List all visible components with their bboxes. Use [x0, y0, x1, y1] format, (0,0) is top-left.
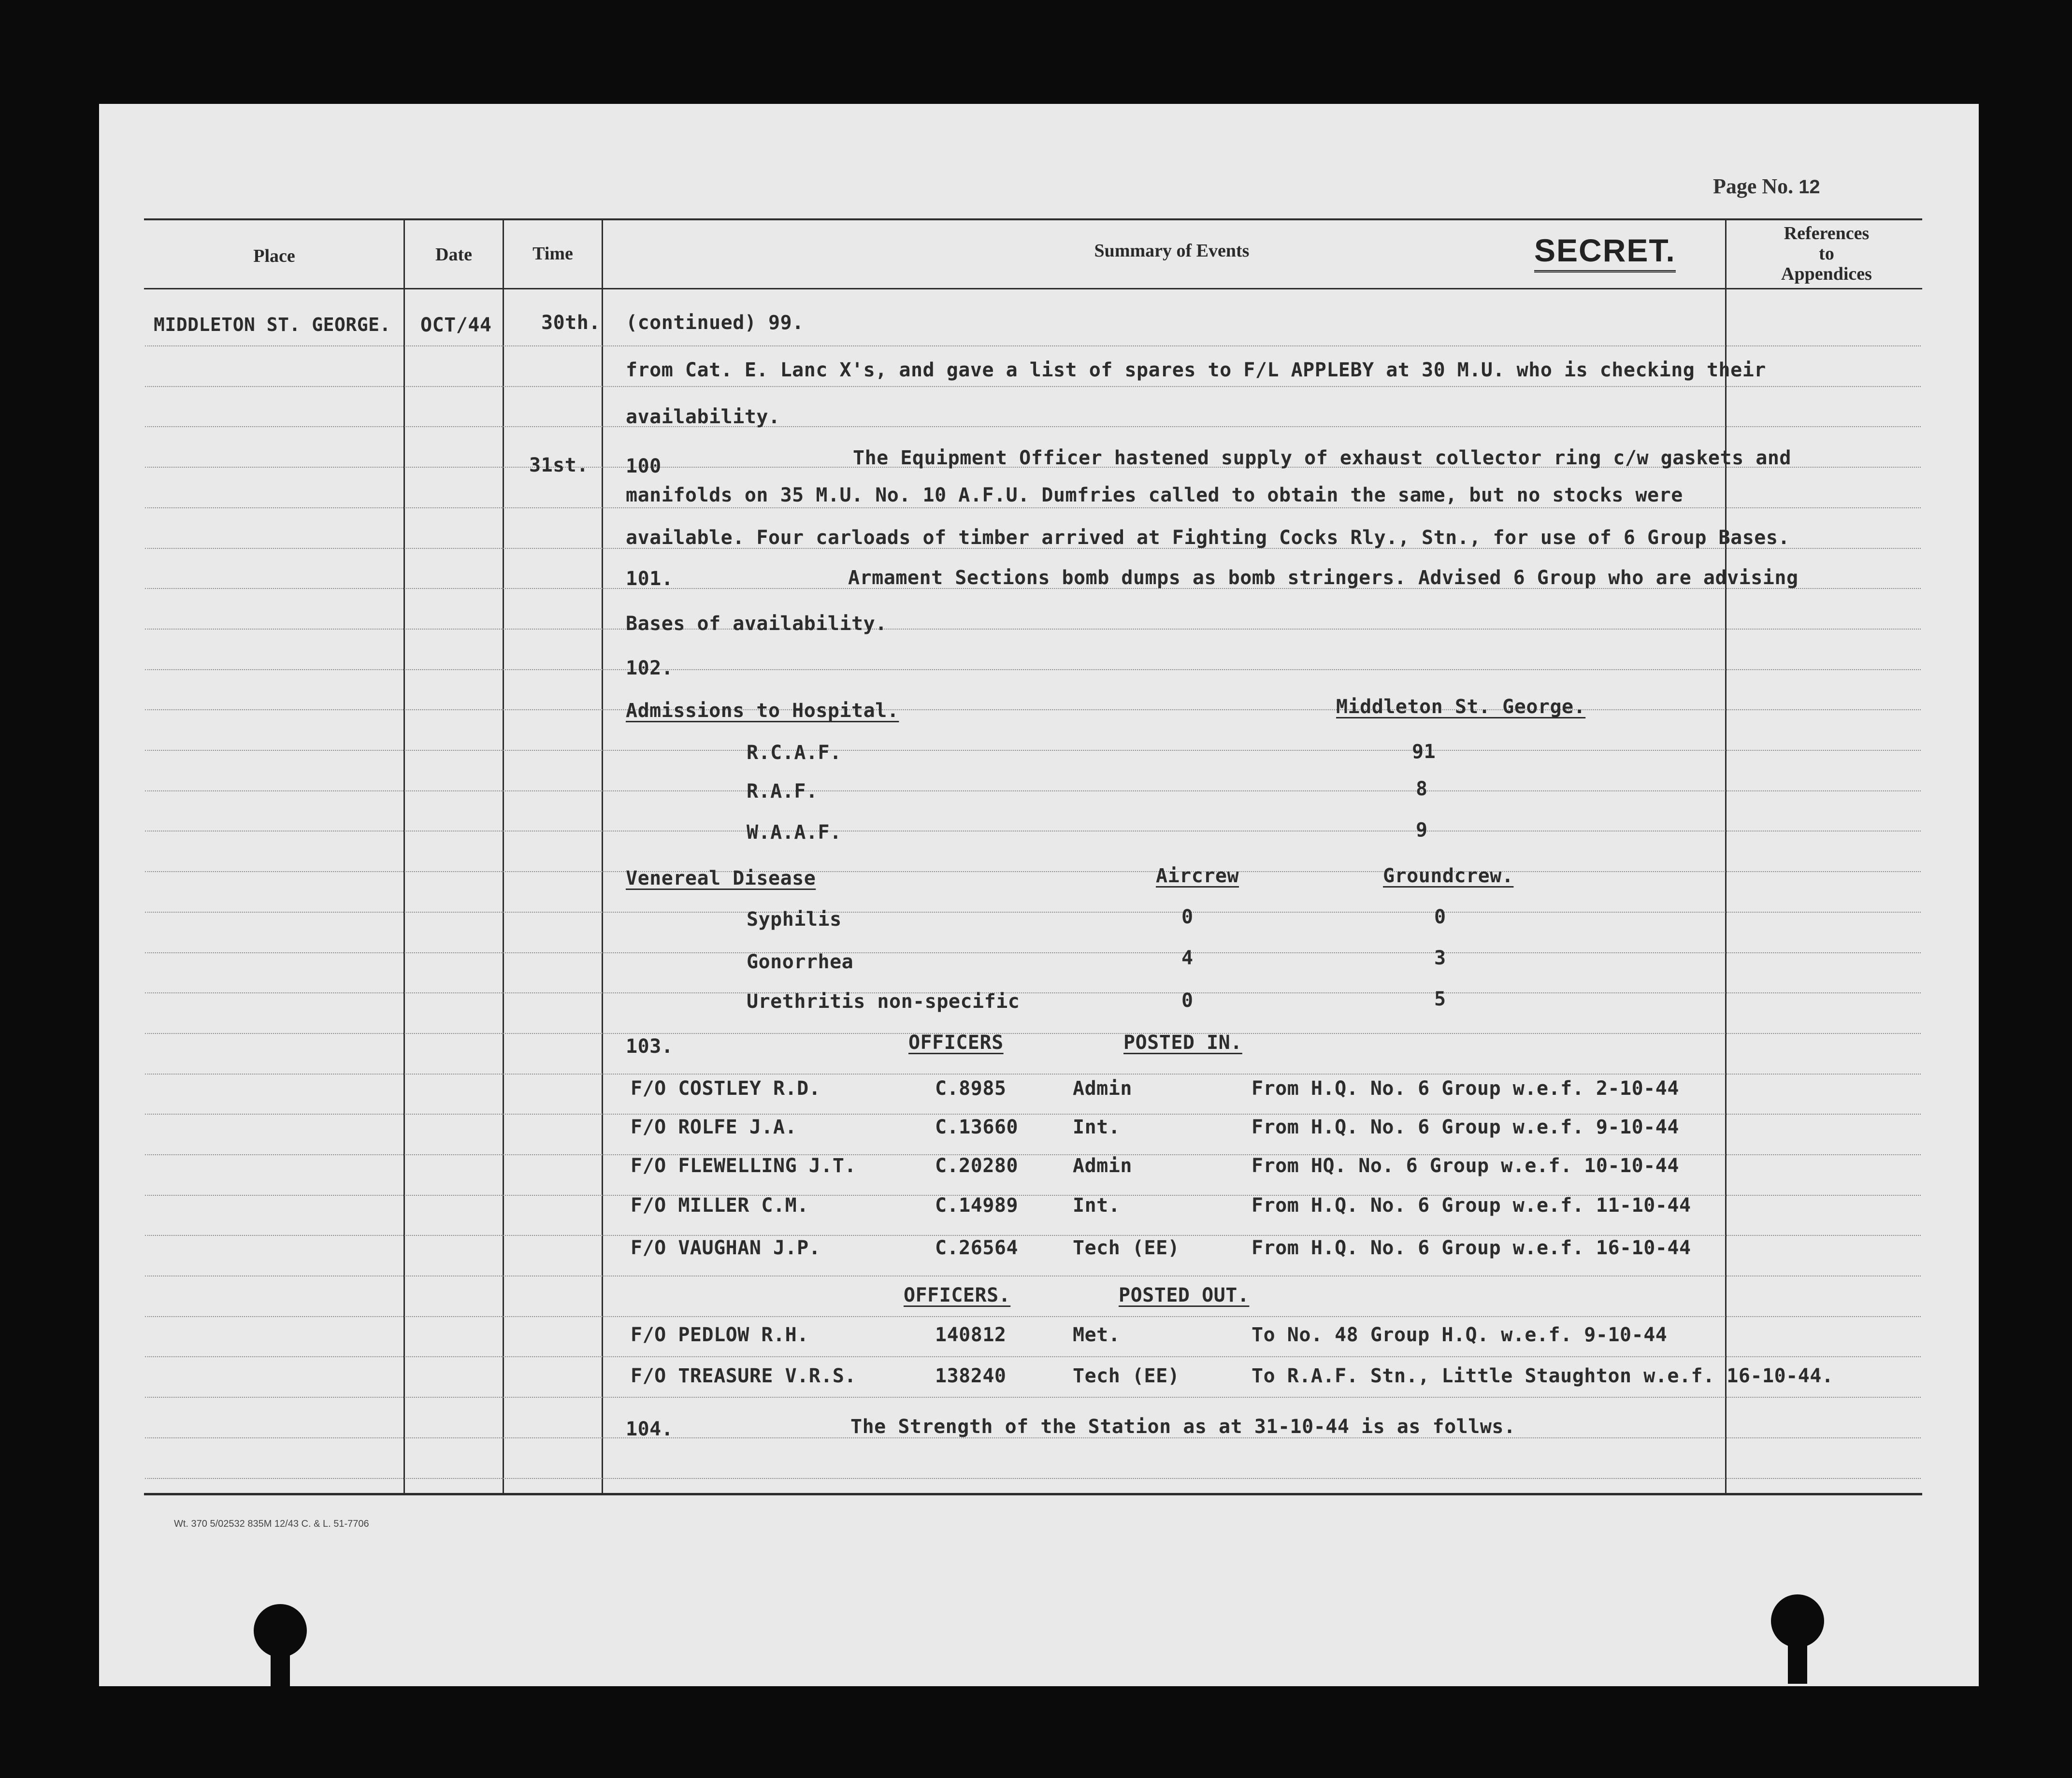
entry-line: The Equipment Officer hastened supply of exhaust collector ring c/w gaskets and	[853, 447, 1791, 469]
ruled-line	[145, 426, 1921, 427]
officer-posted-out-service-number: 138240	[935, 1365, 1007, 1387]
diary-page	[99, 104, 1979, 1686]
officer-posted-in-service-number: C.13660	[935, 1116, 1019, 1138]
ruled-line	[145, 912, 1921, 913]
officer-posted-out-note: To R.A.F. Stn., Little Staughton w.e.f. 16-10-44.	[1252, 1365, 1834, 1387]
header-bottom-rule	[144, 288, 1922, 289]
posted-in-heading-b: POSTED IN.	[1123, 1032, 1242, 1054]
vd-label: Urethritis non-specific	[747, 990, 1020, 1013]
hospital-label-waaf: W.A.A.F.	[747, 821, 842, 844]
page-number-label	[1713, 174, 1820, 199]
secret-stamp-wrap	[1534, 232, 1676, 269]
ruled-line	[145, 750, 1921, 751]
officer-posted-in-service-number: C.20280	[935, 1155, 1019, 1177]
ruled-line	[145, 1478, 1921, 1479]
vd-ground-value: 0	[1434, 906, 1446, 928]
vd-col-aircrew: Aircrew	[1156, 865, 1239, 887]
posted-out-heading-b: POSTED OUT.	[1119, 1284, 1250, 1306]
officer-posted-in-note: From HQ. No. 6 Group w.e.f. 10-10-44	[1252, 1155, 1679, 1177]
page-label: Page No.	[1713, 174, 1794, 198]
ruled-line	[145, 1074, 1921, 1075]
officer-posted-in-note: From H.Q. No. 6 Group w.e.f. 2-10-44	[1252, 1077, 1679, 1100]
officer-posted-out-branch: Met.	[1073, 1324, 1121, 1346]
officer-posted-in-name: F/O ROLFE J.A.	[631, 1116, 797, 1138]
binder-hole-left-stem	[271, 1640, 290, 1693]
hospital-heading: Admissions to Hospital.	[626, 700, 899, 722]
form-print-code: Wt. 370 5/02532 835M 12/43 C. & L. 51-7706	[174, 1519, 369, 1529]
col-rule-summary	[1725, 218, 1727, 1494]
officer-posted-in-note: From H.Q. No. 6 Group w.e.f. 9-10-44	[1252, 1116, 1679, 1138]
refs-line-3: Appendices	[1781, 264, 1872, 284]
place-value: MIDDLETON ST. GEORGE.	[154, 314, 391, 335]
time-30th: 30th.	[541, 312, 601, 334]
posted-out-heading-a: OFFICERS.	[904, 1284, 1011, 1306]
officer-posted-in-service-number: C.14989	[935, 1194, 1019, 1217]
officer-posted-in-branch: Admin	[1073, 1077, 1132, 1100]
time-31st: 31st.	[529, 454, 589, 476]
page-number: 12	[1799, 176, 1820, 198]
ruled-line	[145, 1356, 1921, 1357]
refs-line-2: to	[1819, 244, 1834, 264]
ruled-line	[145, 1114, 1921, 1115]
vd-col-groundcrew: Groundcrew.	[1383, 865, 1514, 887]
entry-number: 101.	[626, 568, 674, 590]
officer-posted-in-branch: Int.	[1073, 1116, 1121, 1138]
ruled-line	[145, 831, 1921, 832]
refs-line-1: References	[1784, 223, 1870, 244]
officer-posted-out-note: To No. 48 Group H.Q. w.e.f. 9-10-44	[1252, 1324, 1668, 1346]
officer-posted-in-branch: Admin	[1073, 1155, 1132, 1177]
vd-aircrew-value: 0	[1181, 906, 1194, 928]
entry-number: 100	[626, 455, 662, 477]
entry-number: 102.	[626, 657, 674, 679]
entry-number: 103.	[626, 1035, 674, 1058]
officer-posted-in-note: From H.Q. No. 6 Group w.e.f. 11-10-44	[1252, 1194, 1691, 1217]
officer-posted-in-service-number: C.8985	[935, 1077, 1007, 1100]
officer-posted-out-name: F/O PEDLOW R.H.	[631, 1324, 809, 1346]
ruled-line	[145, 952, 1921, 953]
ruled-line	[145, 629, 1921, 630]
officer-posted-out-branch: Tech (EE)	[1073, 1365, 1180, 1387]
table-bottom-rule	[144, 1493, 1922, 1495]
entry-number: 104.	[626, 1418, 674, 1440]
officer-posted-out-service-number: 140812	[935, 1324, 1007, 1346]
entry-line: availability.	[626, 406, 780, 428]
hospital-value-raf: 8	[1416, 778, 1428, 800]
ruled-line	[145, 992, 1921, 993]
hospital-value-waaf: 9	[1416, 819, 1428, 841]
vd-label: Syphilis	[747, 908, 842, 931]
col-rule-time	[602, 218, 603, 1494]
ruled-line	[145, 507, 1921, 508]
officer-posted-out-name: F/O TREASURE V.R.S.	[631, 1365, 857, 1387]
vd-ground-value: 5	[1434, 988, 1446, 1010]
entry-line: manifolds on 35 M.U. No. 10 A.F.U. Dumfries called to obtain the same, but no stocks were	[626, 484, 1683, 506]
ruled-line	[145, 790, 1921, 791]
hospital-label-rcaf: R.C.A.F.	[747, 742, 842, 764]
vd-ground-value: 3	[1434, 947, 1446, 969]
table-top-rule	[144, 218, 1922, 220]
officer-posted-in-name: F/O FLEWELLING J.T.	[631, 1155, 857, 1177]
vd-aircrew-value: 4	[1181, 947, 1194, 969]
ruled-line	[145, 1397, 1921, 1398]
officer-posted-in-note: From H.Q. No. 6 Group w.e.f. 16-10-44	[1252, 1237, 1691, 1259]
officer-posted-in-name: F/O VAUGHAN J.P.	[631, 1237, 821, 1259]
posted-in-heading-a: OFFICERS	[908, 1032, 1004, 1054]
entry-line: The Strength of the Station as at 31-10-44 is as follws.	[850, 1416, 1516, 1438]
hospital-value-rcaf: 91	[1412, 741, 1436, 763]
officer-posted-in-name: F/O MILLER C.M.	[631, 1194, 809, 1217]
ruled-line	[145, 1033, 1921, 1034]
col-rule-place	[403, 218, 405, 1494]
vd-label: Gonorrhea	[747, 951, 854, 973]
col-header-summary: Summary of Events	[1094, 241, 1250, 261]
ruled-line	[145, 669, 1921, 670]
entry-continued: (continued) 99.	[626, 312, 804, 334]
officer-posted-in-branch: Int.	[1073, 1194, 1121, 1217]
binder-hole-right-stem	[1788, 1631, 1807, 1684]
date-value: OCT/44	[420, 314, 492, 336]
ruled-line	[145, 1316, 1921, 1317]
ruled-line	[145, 345, 1921, 346]
ruled-line	[145, 386, 1921, 387]
vd-aircrew-value: 0	[1181, 989, 1194, 1012]
col-header-date: Date	[435, 244, 472, 265]
secret-stamp: SECRET.	[1534, 232, 1676, 272]
col-rule-date	[503, 218, 504, 1494]
vd-heading: Venereal Disease	[626, 867, 816, 889]
entry-line: available. Four carloads of timber arrived at Fighting Cocks Rly., Stn., for use of 6 Group Bases.	[626, 527, 1790, 549]
officer-posted-in-name: F/O COSTLEY R.D.	[631, 1077, 821, 1100]
ruled-line	[145, 709, 1921, 710]
hospital-label-raf: R.A.F.	[747, 780, 818, 803]
ruled-line	[145, 1235, 1921, 1236]
hospital-station: Middleton St. George.	[1336, 696, 1586, 718]
ruled-line	[145, 871, 1921, 872]
entry-line: Armament Sections bomb dumps as bomb stringers. Advised 6 Group who are advising	[848, 567, 1799, 589]
entry-line: Bases of availability.	[626, 613, 887, 635]
entry-line: from Cat. E. Lanc X's, and gave a list of spares to F/L APPLEBY at 30 M.U. who is checking their	[626, 359, 1766, 381]
officer-posted-in-service-number: C.26564	[935, 1237, 1019, 1259]
officer-posted-in-branch: Tech (EE)	[1073, 1237, 1180, 1259]
col-header-place: Place	[253, 246, 295, 266]
col-header-references	[1727, 223, 1926, 284]
col-header-time: Time	[532, 244, 573, 264]
